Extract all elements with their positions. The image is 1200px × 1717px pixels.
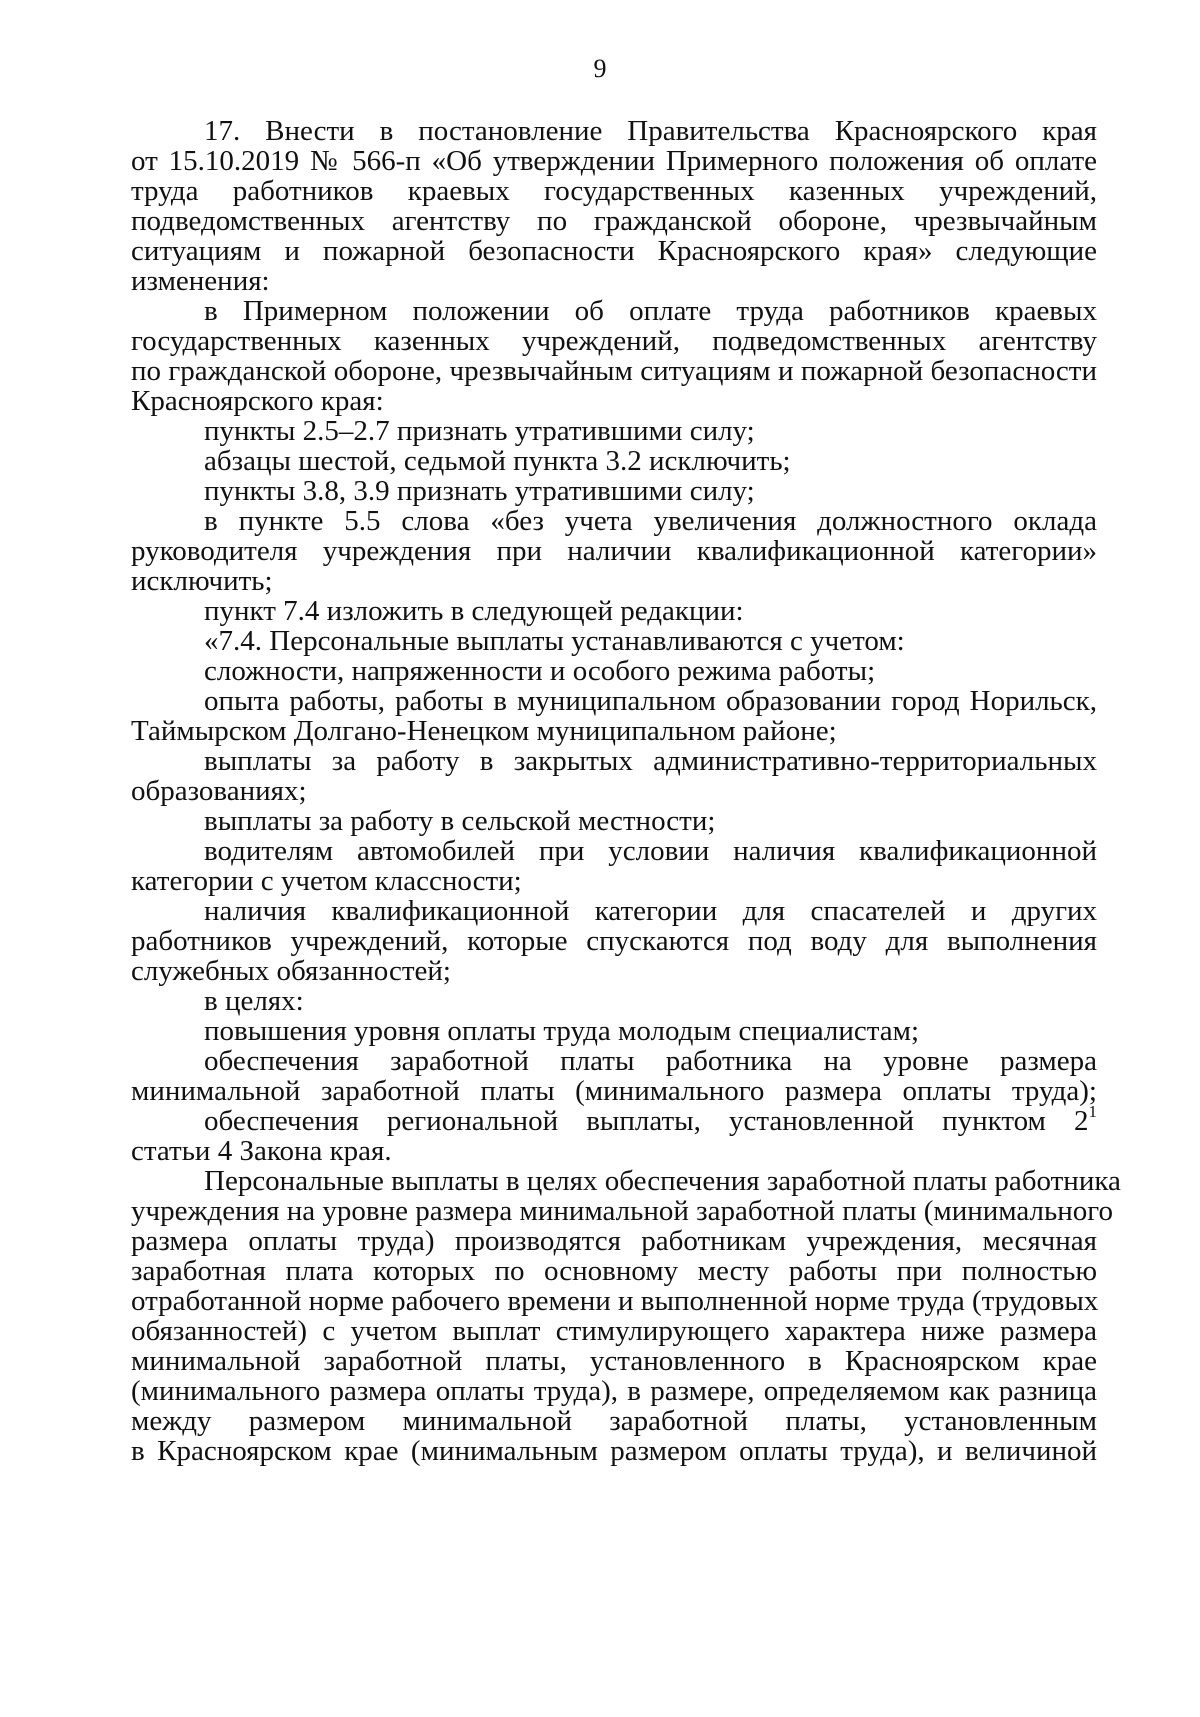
text-line: руководителя учреждения при наличии квалификационной категории» [131,535,1097,567]
text-line: в целях: [204,985,304,1017]
text-line: обязанностей) с учетом выплат стимулирующего характера ниже размера [131,1315,1097,1347]
text-line: труда работников краевых государственных казенных учреждений, [131,175,1097,207]
text-line: минимальной заработной платы (минимального размера оплаты труда); [131,1075,1097,1107]
text-line: пункты 3.8, 3.9 признать утратившими силу; [204,475,755,507]
text-line: служебных обязанностей; [131,955,451,987]
text-line: от 15.10.2019 № 566-п «Об утверждении Примерного положения об оплате [131,145,1097,177]
text-line: минимальной заработной платы, установленного в Красноярском крае [131,1345,1097,1377]
text-line: по гражданской обороне, чрезвычайным ситуациям и пожарной безопасности [131,355,1097,387]
text-line: повышения уровня оплаты труда молодым специалистам; [204,1015,920,1047]
text-line: ситуациям и пожарной безопасности Красноярского края» следующие [131,235,1097,267]
text-line: «7.4. Персональные выплаты устанавливаются с учетом: [204,625,905,657]
text-line: статьи 4 Закона края. [131,1135,392,1167]
text-line: выплаты за работу в закрытых административно-территориальных [204,745,1097,777]
text-line: заработная плата которых по основному месту работы при полностью [131,1255,1097,1287]
text-line: учреждения на уровне размера минимальной заработной платы (минимального [131,1195,1113,1227]
text-line: выплаты за работу в сельской местности; [204,805,716,837]
text-line: обеспечения заработной платы работника на уровне размера [204,1045,1097,1077]
text-line: в Красноярском крае (минимальным размером оплаты труда), и величиной [131,1435,1097,1467]
text-line: государственных казенных учреждений, подведомственных агентству [131,325,1097,357]
text-line: изменения: [131,265,270,297]
text-line: сложности, напряженности и особого режима работы; [204,655,876,687]
text-line: размера оплаты труда) производятся работникам учреждения, месячная [131,1225,1097,1257]
text-line: Красноярского края: [131,385,384,417]
page-number: 9 [593,54,607,83]
text-line: наличия квалификационной категории для спасателей и других [204,895,1097,927]
text-line: исключить; [131,565,273,597]
text-line: (минимального размера оплаты труда), в размере, определяемом как разница [131,1375,1097,1407]
text-line: образованиях; [131,775,307,807]
text-line: Персональные выплаты в целях обеспечения заработной платы работника [204,1165,1121,1197]
text-line: между размером минимальной заработной платы, установленным [131,1405,1097,1437]
text-line: отработанной норме рабочего времени и выполненной норме труда (трудовых [131,1285,1099,1317]
text-line: в пункте 5.5 слова «без учета увеличения должностного оклада [204,505,1097,537]
superscript: 1 [1088,1102,1097,1121]
text-line: в Примерном положении об оплате труда работников краевых [204,295,1097,327]
text-line: 17. Внести в постановление Правительства Красноярского края [204,115,1097,147]
text-line: обеспечения региональной выплаты, установленной пунктом $2^1$ [204,1102,1097,1137]
text-line: абзацы шестой, седьмой пункта 3.2 исключить; [204,445,791,477]
text-line: пункты 2.5–2.7 признать утратившими силу; [204,415,755,447]
text-line: работников учреждений, которые спускаются под воду для выполнения [131,925,1097,957]
text-line: водителям автомобилей при условии наличия квалификационной [204,835,1097,867]
text-line: подведомственных агентству по гражданской обороне, чрезвычайным [131,205,1097,237]
text-line: Таймырском Долгано-Ненецком муниципальном районе; [131,715,837,747]
text-line: пункт 7.4 изложить в следующей редакции: [204,595,744,627]
text-line: опыта работы, работы в муниципальном образовании город Норильск, [204,685,1097,717]
text-line: категории с учетом классности; [131,865,522,897]
